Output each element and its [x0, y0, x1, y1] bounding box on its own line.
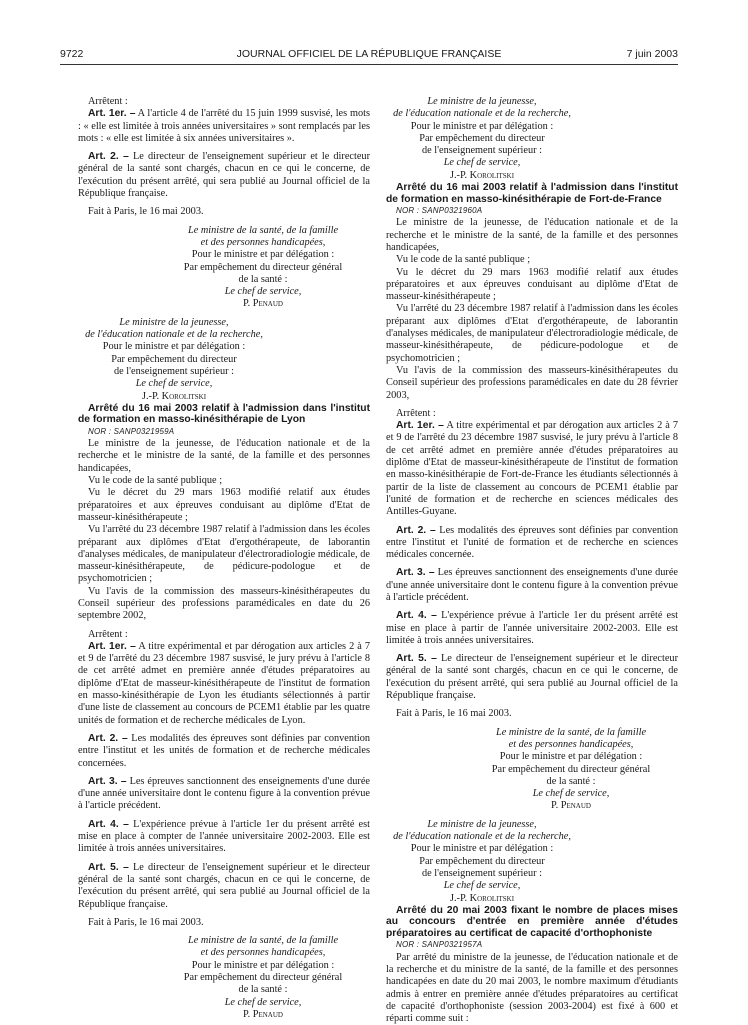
- fait-line: Fait à Paris, le 16 mai 2003.: [88, 916, 204, 928]
- article-label: Art. 5. –: [396, 653, 437, 665]
- page-number: 9722: [60, 48, 84, 60]
- article-text: Le directeur de l'enseignement supérieur et le directeur général de la santé sont chargés, chacun en ce qui le concerne, de l'exécution du présent arrêté, qui sera publié au Journal officiel de la République française.: [78, 861, 370, 910]
- signature-line: Par empêchement du directeur général: [491, 763, 651, 775]
- signature-line: de la santé :: [238, 984, 288, 996]
- signature-line: Le ministre de la jeunesse,: [427, 818, 537, 830]
- signature-line: de la santé :: [238, 273, 288, 285]
- decree-title: Arrêté du 16 mai 2003 relatif à l'admission dans l'institut de formation en masso-kinésithérapie de Lyon: [78, 402, 370, 426]
- nor-code: SANP0321960A: [421, 206, 483, 216]
- signature-line: Pour le ministre et par délégation :: [191, 959, 335, 971]
- article-text: A titre expérimental et par dérogation aux articles 2 à 7 et 9 de l'arrêté du 23 décembre 1987 susvisé, le jury prévu à l'article 8 de cet arrêté admet en première année d'études préparatoires au diplôme d'Etat de masseur-kinésithérapeute de l'institut de formation en masso-kinésithérapie de Fort-de-France les étudiants sélectionnés à partir de la liste de classement au concours de PCEM1 établie par l'unité de formation et de recherche en sciences médicales des Antilles-Guyane.: [386, 420, 679, 518]
- article-text: Les modalités des épreuves sont définies par convention entre l'institut et les unités de formation et de recherche médicales concernées.: [78, 732, 370, 769]
- body-paragraph: Le ministre de la jeunesse, de l'éducation nationale et de la recherche et le ministre de la santé, de la famille et des personnes handicapées,: [78, 438, 370, 474]
- fait-line: Fait à Paris, le 16 mai 2003.: [88, 206, 204, 218]
- article-text: Le directeur de l'enseignement supérieur et le directeur général de la santé sont chargés, chacun en ce qui le concerne, de l'exécution du présent arrêté, qui sera publié au Journal officiel de la République française.: [78, 151, 370, 200]
- article-label: Art. 5. –: [88, 861, 129, 873]
- article-paragraph: [386, 653, 678, 702]
- article-paragraph: [78, 862, 370, 911]
- article-label: Art. 4. –: [396, 610, 437, 622]
- signature-line: de l'enseignement supérieur :: [422, 867, 542, 879]
- signature-line: de l'enseignement supérieur :: [422, 145, 542, 157]
- article-label: Art. 3. –: [88, 775, 127, 787]
- article-paragraph: [78, 641, 370, 727]
- nor-code: SANP0321957A: [421, 940, 483, 950]
- signature-line: de l'éducation nationale et de la recherche,: [393, 831, 571, 843]
- nor-reference: [386, 939, 678, 951]
- nor-label: NOR :: [396, 940, 420, 950]
- left-column: [78, 96, 370, 1021]
- body-paragraph: Vu le décret du 29 mars 1963 modifié relatif aux études préparatoires et aux épreuves conduisant au diplôme d'Etat de masseur-kinésithérapeute ;: [78, 487, 370, 523]
- article-label: Art. 1er. –: [88, 640, 136, 652]
- signatory-name: P. Penaud: [243, 298, 283, 310]
- signature-line: Pour le ministre et par délégation :: [410, 843, 554, 855]
- signature-line: Le chef de service,: [443, 880, 521, 892]
- article-label: Art. 3. –: [396, 567, 435, 579]
- signature-block: [386, 819, 678, 905]
- issue-date: 7 juin 2003: [626, 48, 678, 60]
- article-text: Le directeur de l'enseignement supérieur et le directeur général de la santé sont chargés, chacun en ce qui le concerne, de l'exécution du présent arrêté, qui sera publié au Journal officiel de la République française.: [386, 653, 678, 702]
- article-label: Art. 1er. –: [88, 108, 136, 120]
- signature-line: Le ministre de la santé, de la famille: [187, 935, 339, 947]
- signature-block: [78, 225, 370, 311]
- decree-title: Arrêté du 20 mai 2003 fixant le nombre de places mises au concours d'entrée en première année d'études préparatoires au certificat de capacité d'orthophoniste: [386, 904, 678, 939]
- signature-line: de l'enseignement supérieur :: [114, 365, 234, 377]
- nor-reference: [386, 205, 678, 217]
- signature-line: Le ministre de la santé, de la famille: [495, 726, 647, 738]
- body-paragraph: Vu l'avis de la commission des masseurs-kinésithérapeutes du Conseil supérieur des professions paramédicales en date du 28 février 2003,: [386, 364, 678, 401]
- journal-title: JOURNAL OFFICIEL DE LA RÉPUBLIQUE FRANÇAISE: [236, 48, 502, 60]
- signatory-name: P. Penaud: [551, 800, 591, 812]
- signature-line: Pour le ministre et par délégation :: [191, 249, 335, 261]
- signature-block: [78, 317, 370, 403]
- fait-line: Fait à Paris, le 16 mai 2003.: [396, 708, 512, 720]
- article-paragraph: [78, 151, 370, 200]
- signature-line: Le ministre de la jeunesse,: [427, 96, 537, 107]
- signature-line: Par empêchement du directeur: [111, 353, 237, 365]
- signature-line: Le chef de service,: [224, 286, 302, 298]
- article-label: Art. 2. –: [396, 524, 436, 536]
- signature-line: Le chef de service,: [224, 996, 302, 1008]
- signatory-name: J.-P. Korolitski: [449, 892, 515, 904]
- signature-line: Par empêchement du directeur général: [183, 261, 343, 273]
- signature-line: et des personnes handicapées,: [508, 738, 634, 750]
- signature-line: de l'éducation nationale et de la recherche,: [85, 329, 263, 341]
- article-label: Art. 2. –: [88, 732, 128, 744]
- signature-line: Pour le ministre et par délégation :: [499, 751, 643, 763]
- page-header: [60, 48, 678, 64]
- arretent-heading: Arrêtent :: [396, 407, 436, 419]
- article-text: Les épreuves sanctionnent des enseignements d'une durée d'une année universitaire dont le contenu figure à la convention prévue à l'article précédent.: [78, 775, 370, 812]
- article-paragraph: [78, 733, 370, 770]
- body-paragraph: Vu le code de la santé publique ;: [396, 254, 531, 266]
- signature-line: de l'éducation nationale et de la recherche,: [393, 108, 571, 120]
- signature-block: [386, 96, 678, 182]
- article-paragraph: [386, 567, 678, 604]
- nor-reference: [78, 426, 370, 438]
- signature-block: [386, 727, 678, 813]
- arretent-heading: Arrêtent :: [88, 628, 128, 640]
- article-text: A l'article 4 de l'arrêté du 15 juin 1999 susvisé, les mots : « elle est limitée à trois années universitaires » sont remplacés par les mots : « elle est limitée à six années universitaires ».: [78, 108, 370, 144]
- signatory-name: J.-P. Korolitski: [141, 390, 207, 402]
- signature-line: Le ministre de la jeunesse,: [119, 316, 229, 328]
- nor-label: NOR :: [396, 206, 420, 216]
- article-paragraph: [78, 108, 370, 145]
- article-paragraph: [386, 420, 678, 518]
- body-paragraph: Le ministre de la jeunesse, de l'éducation nationale et de la recherche et le ministre de la santé, de la famille et des personnes handicapées,: [386, 217, 678, 253]
- signature-line: Par empêchement du directeur: [419, 855, 545, 867]
- arretent-heading: Arrêtent :: [88, 96, 128, 107]
- article-label: Art. 1er. –: [396, 420, 444, 432]
- decree-title: Arrêté du 16 mai 2003 relatif à l'admission dans l'institut de formation en masso-kinésithérapie de Fort-de-France: [386, 182, 678, 205]
- signature-line: Le chef de service,: [532, 788, 610, 800]
- signatory-name: J.-P. Korolitski: [449, 169, 515, 181]
- right-column: [386, 96, 678, 1025]
- article-text: L'expérience prévue à l'article 1er du présent arrêté est mise en place à compter de l'année universitaire 2002-2003. Elle est limitée à trois années universitaires.: [78, 818, 370, 855]
- article-text: A titre expérimental et par dérogation aux articles 2 à 7 et 9 de l'arrêté du 23 décembre 1987 susvisé, le jury prévu à l'article 8 de cet arrêté admet en première année d'études préparatoires au diplôme d'Etat de masseur-kinésithérapeute de l'institut de formation en masso-kinésithérapie de Lyon les étudiants sélectionnés à partir d'une liste de classement au concours de PCEM1 établie par les quatre unités de formation et de recherche médicales de Lyon.: [78, 640, 371, 726]
- article-paragraph: [386, 525, 678, 562]
- body-paragraph: Vu l'avis de la commission des masseurs-kinésithérapeutes du Conseil supérieur des professions paramédicales en date du 26 septembre 2002,: [78, 585, 370, 622]
- article-paragraph: [78, 776, 370, 813]
- body-paragraph: Vu l'arrêté du 23 décembre 1987 relatif à l'admission dans les écoles préparant aux diplômes d'Etat d'ergothérapeute, de laborantin d'analyses médicales, de manipulateur d'électroradiologie médicale, de masseur-kinésithérapeute, de pédicure-podologue et de psychomotricien ;: [386, 303, 678, 364]
- nor-label: NOR :: [88, 426, 112, 436]
- signature-line: Le ministre de la santé, de la famille: [187, 224, 339, 236]
- article-text: L'expérience prévue à l'article 1er du présent arrêté est mise en place à partir de l'année universitaire 2002-2003. Elle est limitée à trois années universitaires.: [386, 610, 678, 646]
- signature-line: Le chef de service,: [135, 378, 213, 390]
- signature-line: Le chef de service,: [443, 157, 521, 169]
- nor-code: SANP0321959A: [113, 426, 175, 436]
- body-paragraph: Par arrêté du ministre de la jeunesse, de l'éducation nationale et de la recherche et du ministre de la santé, de la famille et des personnes handicapées en date du 20 mai 2003, le nombre maximum d'étudiants admis à entrer en première année d'études préparatoires au certificat de capacité d'orthophoniste (session 2003-2004) est fixé à 600 et réparti comme suit :: [386, 951, 678, 1025]
- article-text: Les épreuves sanctionnent des enseignements d'une durée d'une année universitaire dont le contenu figure à la convention prévue à l'article précédent.: [386, 567, 678, 603]
- signature-line: et des personnes handicapées,: [200, 947, 326, 959]
- article-paragraph: [78, 819, 370, 856]
- article-paragraph: [386, 610, 678, 647]
- article-text: Les modalités des épreuves sont définies par convention entre l'institut et l'unité de formation et de recherche en sciences médicales concernée.: [386, 524, 678, 561]
- signature-line: de la santé :: [546, 775, 596, 787]
- signature-line: Par empêchement du directeur: [419, 132, 545, 144]
- header-rule: [60, 64, 678, 65]
- signature-line: et des personnes handicapées,: [200, 236, 326, 248]
- body-paragraph: Vu le décret du 29 mars 1963 modifié relatif aux études préparatoires et aux épreuves conduisant au diplôme d'Etat de masseur-kinésithérapeute ;: [386, 266, 678, 303]
- signatory-name: P. Penaud: [243, 1008, 283, 1020]
- body-paragraph: Vu l'arrêté du 23 décembre 1987 relatif à l'admission dans les écoles préparant aux diplômes d'Etat d'ergothérapeute, de laborantin d'analyses médicales, de manipulateur d'électroradiologie médicale, de masseur-kinésithérapeute, de pédicure-podologue et de psychomotricien ;: [78, 524, 370, 585]
- article-label: Art. 4. –: [88, 818, 129, 830]
- signature-line: Par empêchement du directeur général: [183, 972, 343, 983]
- body-paragraph: Vu le code de la santé publique ;: [88, 475, 223, 487]
- signature-block: [78, 935, 370, 1021]
- signature-line: Pour le ministre et par délégation :: [410, 120, 554, 132]
- article-label: Art. 2. –: [88, 151, 129, 163]
- signature-line: Pour le ministre et par délégation :: [102, 341, 246, 353]
